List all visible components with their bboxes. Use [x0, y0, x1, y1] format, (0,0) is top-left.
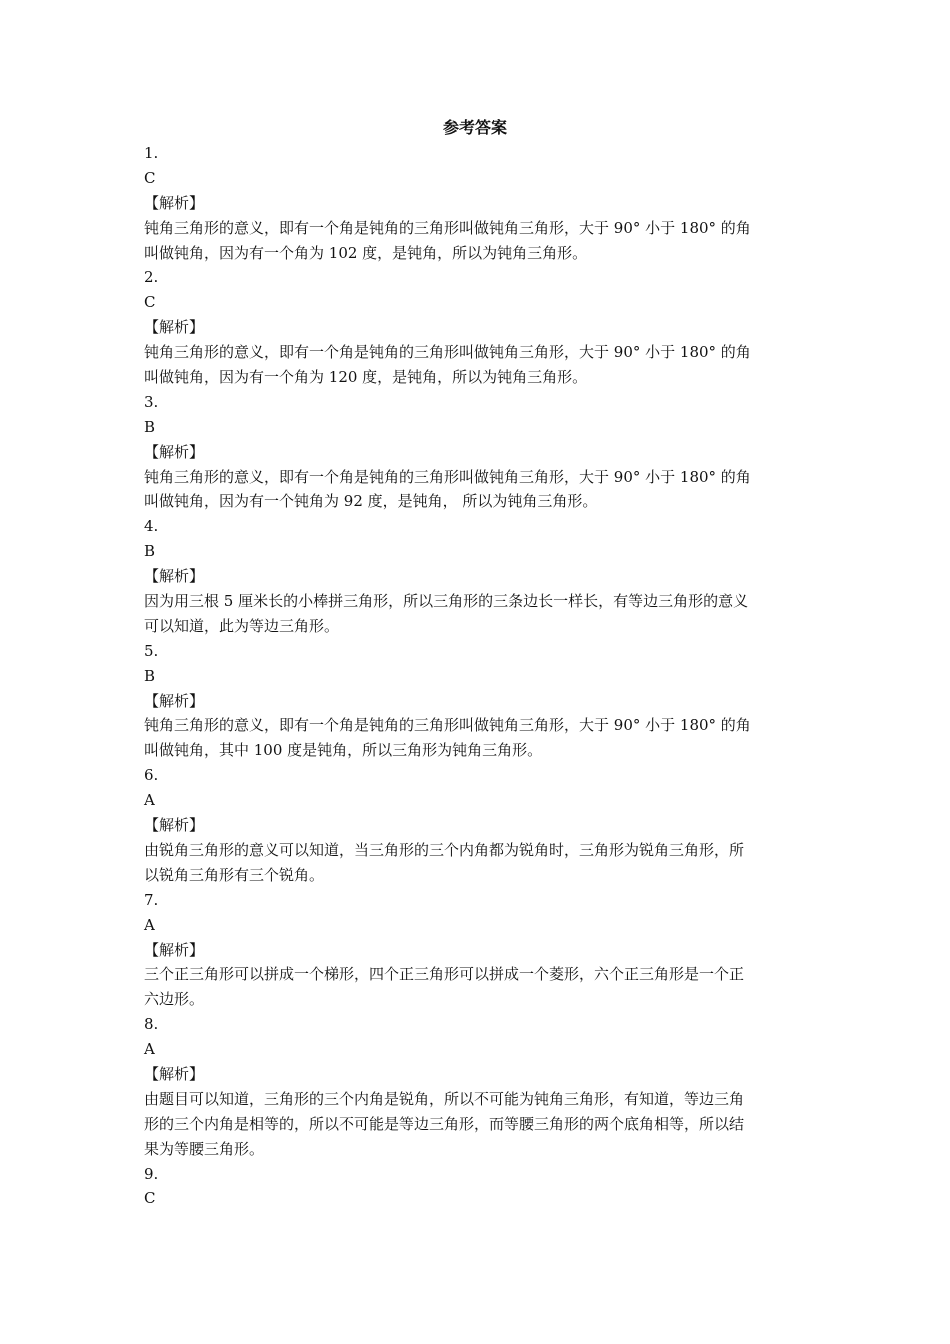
analysis-line: 钝角三角形的意义，即有一个角是钝角的三角形叫做钝角三角形，大于 90° 小于 180° 的角: [144, 716, 751, 735]
page-title: 参考答案: [442, 118, 507, 137]
analysis-line: 可以知道，此为等边三角形。: [144, 616, 340, 635]
analysis-line: 叫做钝角，因为有一个角为 102 度，是钝角，所以为钝角三角形。: [144, 243, 588, 262]
analysis-label: 【解析】: [144, 193, 205, 212]
analysis-line: 三个正三角形可以拼成一个梯形，四个正三角形可以拼成一个菱形，六个正三角形是一个正: [144, 965, 745, 984]
item-answer: C: [144, 293, 156, 312]
item-answer: A: [144, 1040, 155, 1059]
item-number: 1.: [144, 144, 159, 162]
answer-list: [144, 141, 814, 1211]
item-answer: A: [144, 915, 155, 934]
analysis-label: 【解析】: [144, 567, 205, 586]
item-number: 8.: [144, 1015, 159, 1034]
item-number: 4.: [144, 517, 159, 536]
analysis-label: 【解析】: [144, 442, 205, 461]
item-answer: B: [144, 417, 156, 436]
analysis-label: 【解析】: [144, 1064, 205, 1083]
item-number: 2.: [144, 268, 159, 287]
item-answer: C: [144, 1189, 156, 1208]
item-number: 6.: [144, 766, 159, 785]
analysis-line: 钝角三角形的意义，即有一个角是钝角的三角形叫做钝角三角形，大于 90° 小于 180° 的角: [144, 218, 751, 237]
analysis-line: 叫做钝角，其中 100 度是钝角，所以三角形为钝角三角形。: [144, 741, 543, 760]
analysis-line: 钝角三角形的意义，即有一个角是钝角的三角形叫做钝角三角形，大于 90° 小于 180° 的角: [144, 467, 751, 486]
analysis-label: 【解析】: [144, 940, 205, 959]
analysis-line: 钝角三角形的意义，即有一个角是钝角的三角形叫做钝角三角形，大于 90° 小于 180° 的角: [144, 343, 751, 362]
item-answer: B: [144, 666, 156, 685]
analysis-label: 【解析】: [144, 318, 205, 337]
analysis-line: 叫做钝角，因为有一个钝角为 92 度，是钝角， 所以为钝角三角形。: [144, 492, 598, 511]
analysis-label: 【解析】: [144, 691, 205, 710]
analysis-line: 果为等腰三角形。: [144, 1139, 265, 1158]
analysis-line: 六边形。: [144, 990, 205, 1009]
item-number: 7.: [144, 890, 159, 909]
analysis-label: 【解析】: [144, 816, 205, 835]
analysis-line: 叫做钝角，因为有一个角为 120 度，是钝角，所以为钝角三角形。: [144, 368, 588, 387]
item-number: 9.: [144, 1164, 159, 1183]
analysis-line: 由锐角三角形的意义可以知道，当三角形的三个内角都为锐角时，三角形为锐角三角形，所: [144, 840, 745, 859]
item-answer: B: [144, 542, 156, 561]
item-number: 3.: [144, 392, 159, 411]
item-answer: C: [144, 168, 156, 187]
analysis-line: 由题目可以知道，三角形的三个内角是锐角，所以不可能为钝角三角形，有知道，等边三角: [144, 1089, 745, 1108]
item-number: 5.: [144, 641, 159, 660]
item-answer: A: [144, 791, 155, 810]
analysis-line: 形的三个内角是相等的，所以不可能是等边三角形，而等腰三角形的两个底角相等，所以结: [144, 1114, 745, 1133]
analysis-line: 因为用三根 5 厘米长的小棒拼三角形，所以三角形的三条边长一样长，有等边三角形的意义: [144, 592, 749, 611]
analysis-line: 以锐角三角形有三个锐角。: [144, 865, 325, 884]
